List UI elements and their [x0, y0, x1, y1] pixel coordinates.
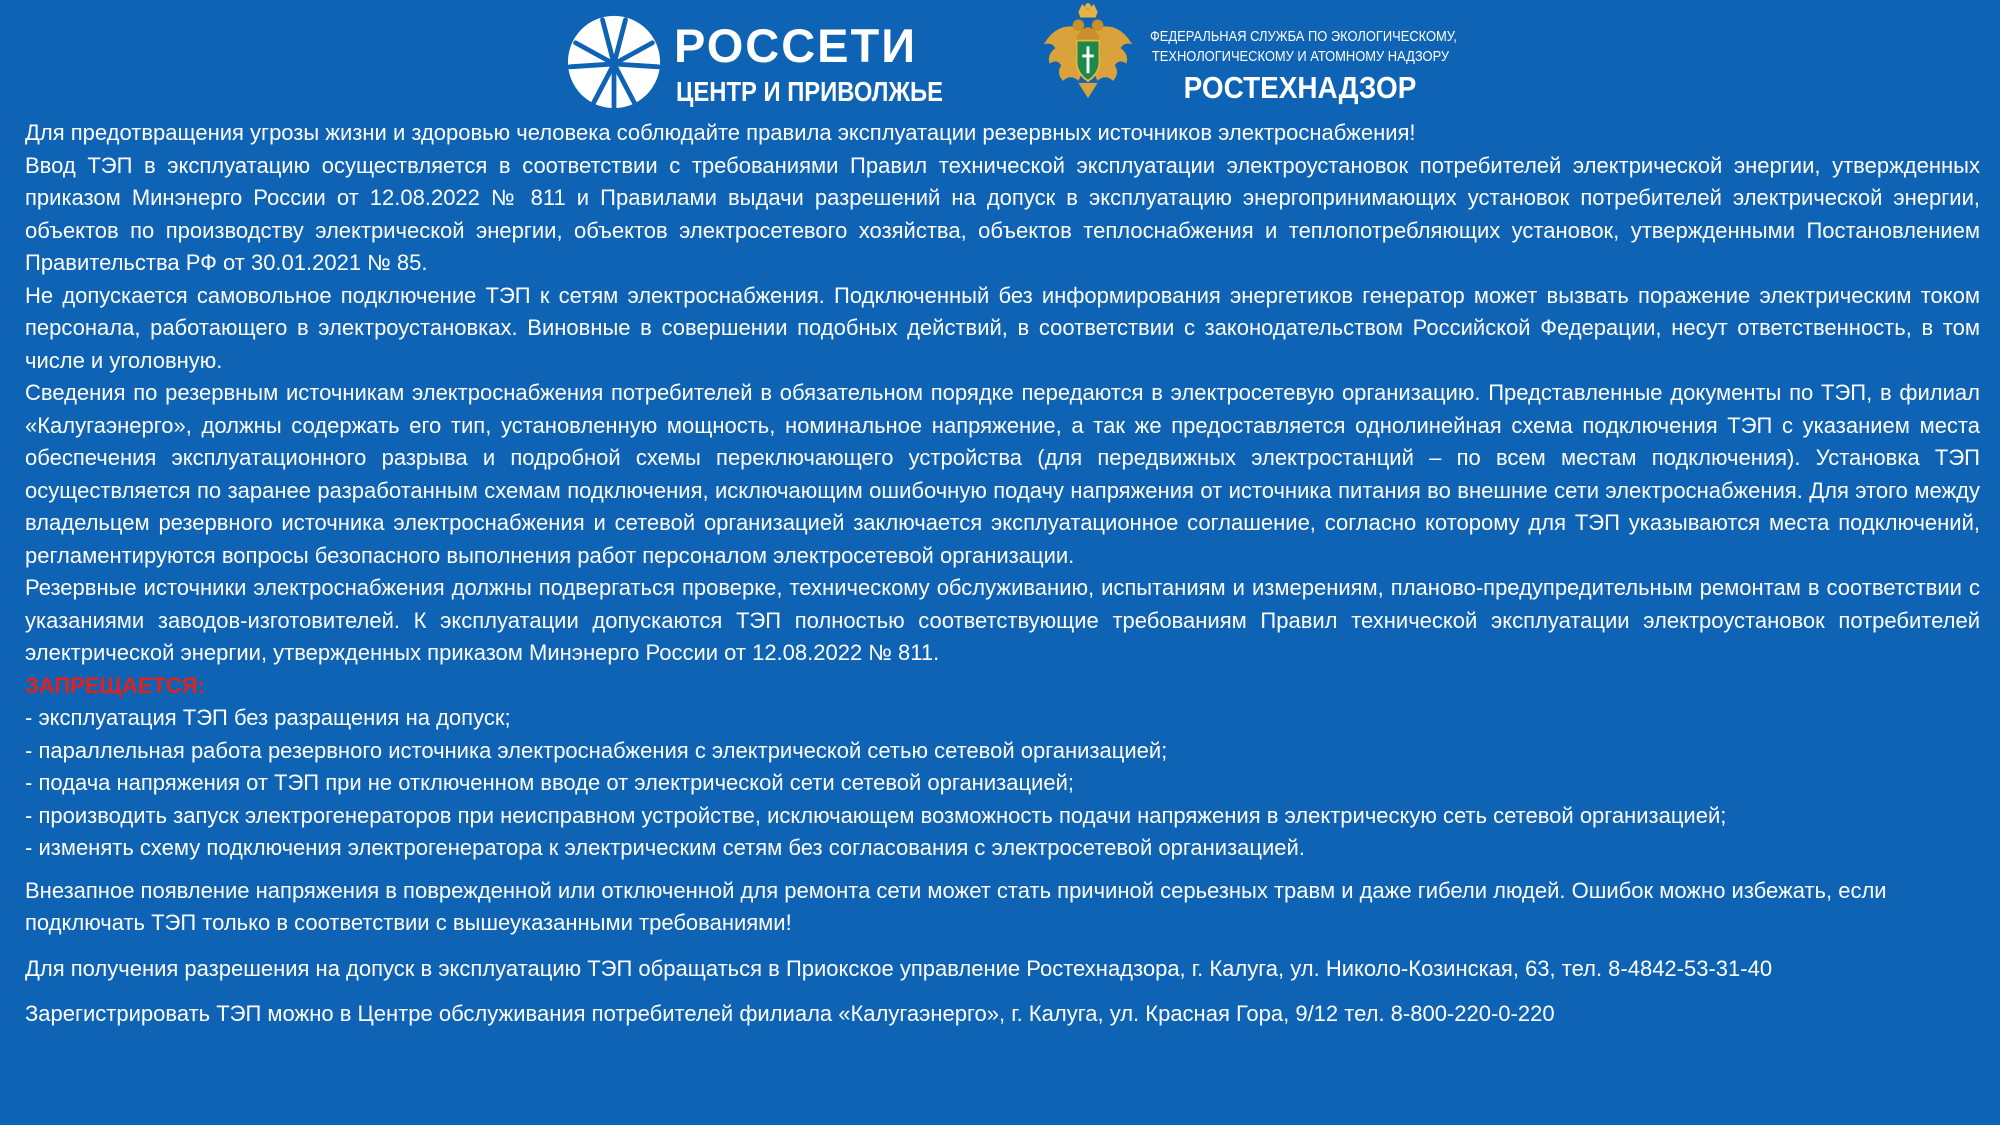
forbidden-item: - параллельная работа резервного источника электроснабжения с электрической сетью сетевой организацией; [25, 737, 1168, 763]
forbidden-item: - эксплуатация ТЭП без разращения на допуск; [25, 705, 511, 730]
rostekhnadzor-name: РОСТЕХНАДЗОР [1183, 70, 1417, 105]
rosseti-subtitle: ЦЕНТР И ПРИВОЛЖЬЕ [676, 76, 943, 107]
paragraph-commissioning: Ввод ТЭП в эксплуатацию осуществляется в соответствии с требованиями Правил технической эксплуатации электроустановок потребителей электрической энергии, утвержденных приказом Минэнерго России от 12.08.2022 № 811 и Правилами выдачи разрешений на допуск в эксплуатацию энергопринимающих установок потребителей электрической энергии, объектов по производству электрической энергии, объектов электросетевого хозяйства, объектов теплоснабжения и теплопотребляющих установок, утвержденными Постановлением Правительства РФ от 30.01.2021 № 85. [25, 152, 1980, 275]
rostekhnadzor-emblem-icon [1040, 2, 1136, 108]
agency-title-line1: ФЕДЕРАЛЬНАЯ СЛУЖБА ПО ЭКОЛОГИЧЕСКОМУ, [1150, 28, 1457, 45]
rosseti-brand: РОССЕТИ [674, 19, 918, 72]
notice-content [25, 117, 1980, 1031]
paragraph-danger: Внезапное появление напряжения в поврежденной или отключенной для ремонта сети может стать причиной серьезных травм и даже гибели людей. Ошибок можно избежать, если подключать ТЭП только в соответствии с вышеуказанными требованиями! [25, 877, 1887, 935]
rosseti-logo-icon [566, 14, 662, 110]
rosseti-logo [566, 12, 956, 110]
forbidden-list [25, 702, 1980, 865]
paragraph-contact-kalugaenergo: Зарегистрировать ТЭП можно в Центре обслуживания потребителей филиала «Калугаэнерго», г. Калуга, ул. Красная Гора, 9/12 тел. 8-800-220-0-220 [25, 1001, 1555, 1026]
warning-intro: Для предотвращения угрозы жизни и здоровью человека соблюдайте правила эксплуатации резервных источников электроснабжения! [25, 120, 1416, 145]
forbidden-item: - подача напряжения от ТЭП при не отключенном вводе от электрической сети сетевой организацией; [25, 770, 1074, 795]
forbidden-title: ЗАПРЕЩАЕТСЯ: [25, 672, 205, 698]
paragraph-documents: Сведения по резервным источникам электроснабжения потребителей в обязательном порядке передаются в электросетевую организацию. Представленные документы по ТЭП, в филиал «Калугаэнерго», должны содержать его тип, установленную мощность, номинальное напряжение, а так же предоставляется однолинейная схема подключения ТЭП с указанием места обеспечения эксплуатационного разрыва и подробной схемы переключающего устройства (для передвижных электростанций – по всем местам подключения). Установка ТЭП осуществляется по заранее разработанным схемам подключения, исключающим ошибочную подачу напряжения от источника питания во внешние сети электроснабжения. Для этого между владельцем резервного источника электроснабжения и сетевой организацией заключается эксплуатационное соглашение, согласно которому для ТЭП указываются места подключений, регламентируются вопросы безопасного выполнения работ персоналом электросетевой организации. [25, 380, 1980, 568]
forbidden-item: - производить запуск электрогенераторов при неисправном устройстве, исключающем возможность подачи напряжения в электрическую сеть сетевой организацией; [25, 802, 1727, 828]
paragraph-unauthorized-connection: Не допускается самовольное подключение ТЭП к сетям электроснабжения. Подключенный без информирования энергетиков генератор может вызвать поражение электрическим током персонала, работающего в электроустановках. Виновные в совершении подобных действий, в соответствии с законодательством Российской Федерации, несут ответственность, в том числе и уголовную. [25, 282, 1980, 373]
agency-title [1150, 27, 1457, 67]
agency-title-line2: ТЕХНОЛОГИЧЕСКОМУ И АТОМНОМУ НАДЗОРУ [1151, 48, 1450, 65]
paragraph-contact-rostekhnadzor: Для получения разрешения на допуск в эксплуатацию ТЭП обращаться в Приокское управление Ростехнадзора, г. Калуга, ул. Николо-Козинская, 63, тел. 8-4842-53-31-40 [25, 955, 1773, 981]
rostekhnadzor-logo [1040, 0, 1500, 110]
paragraph-maintenance: Резервные источники электроснабжения должны подвергаться проверке, техническому обслуживанию, испытаниям и измерениям, планово-предупредительным ремонтам в соответствии с указаниями заводов-изготовителей. К эксплуатации допускаются ТЭП полностью соответствующие требованиям Правил технической эксплуатации электроустановок потребителей электрической энергии, утвержденных приказом Минэнерго России от 12.08.2022 № 811. [25, 575, 1980, 665]
forbidden-item: - изменять схему подключения электрогенератора к электрическим сетям без согласования с электросетевой организацией. [25, 835, 1305, 860]
